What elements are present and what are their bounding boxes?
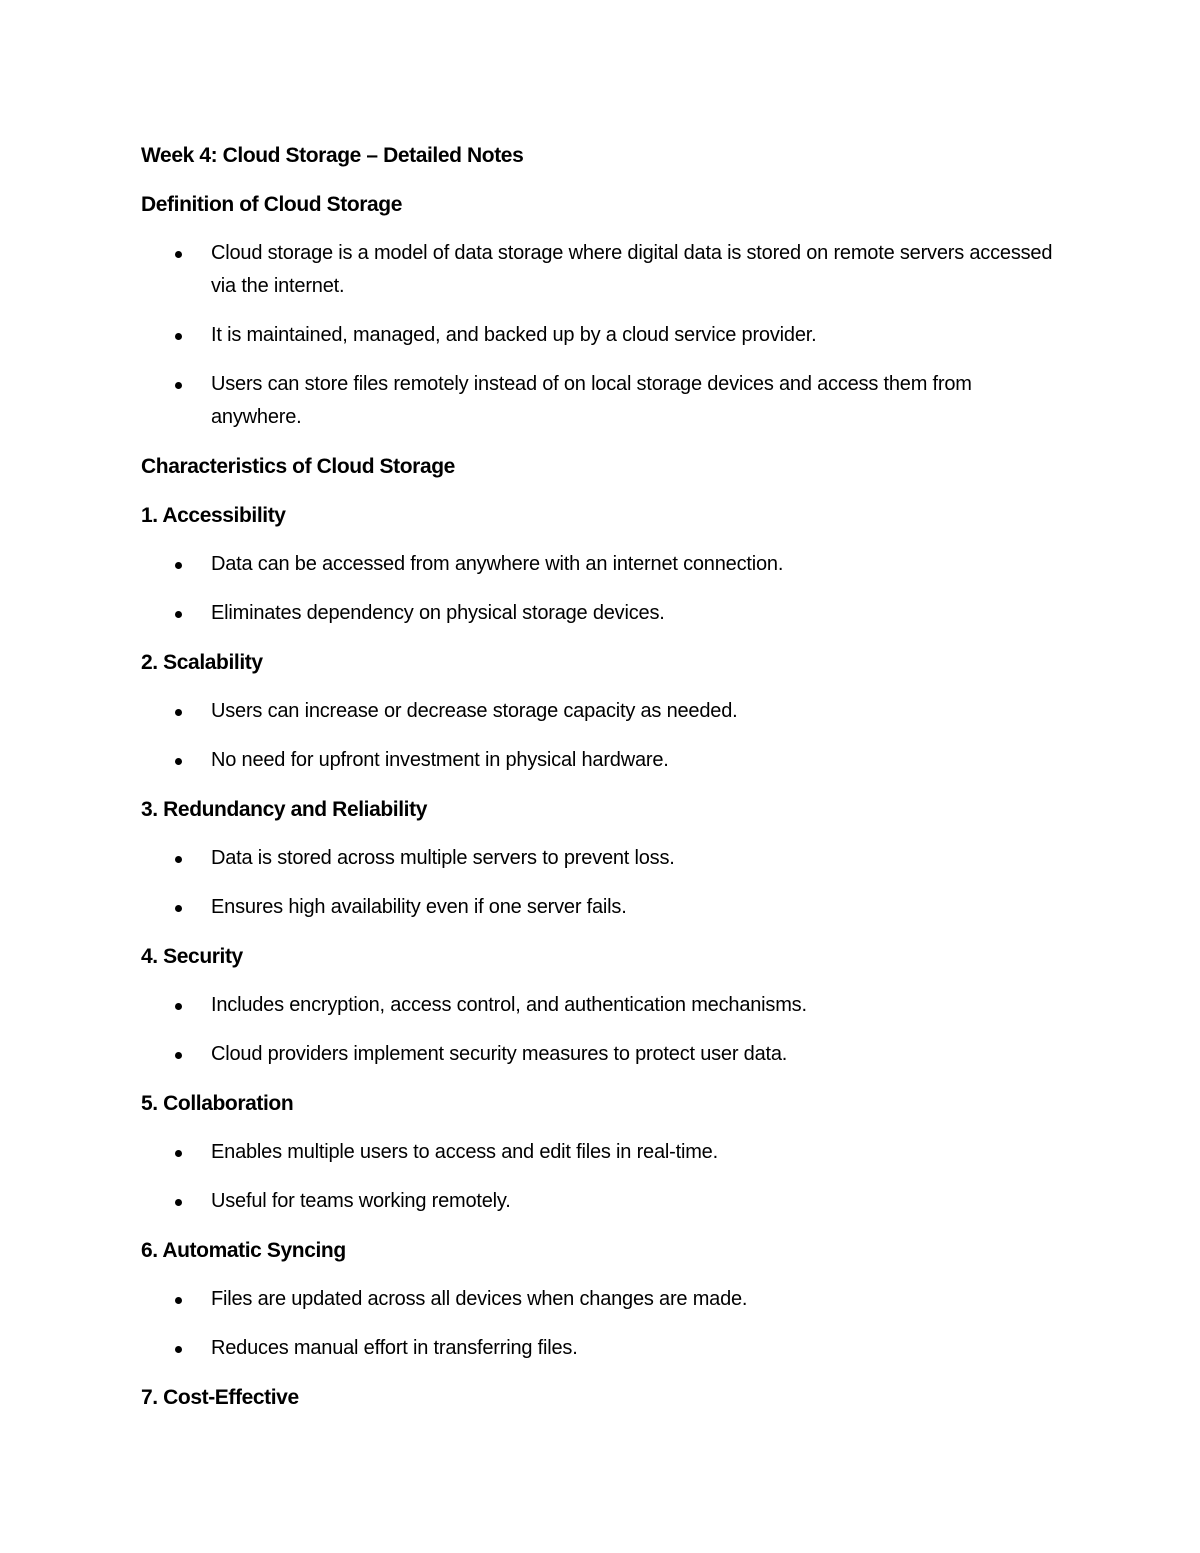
- list-item: [141, 695, 1061, 728]
- list-item: [141, 1332, 1061, 1365]
- bullet-icon: [175, 1297, 182, 1304]
- list-item: [141, 548, 1061, 581]
- syncing-bullet-list: [141, 1283, 1061, 1365]
- bullet-text: Ensures high availability even if one server fails.: [211, 896, 627, 918]
- list-item: [141, 368, 1061, 434]
- bullet-text: No need for upfront investment in physical hardware.: [211, 749, 669, 771]
- bullet-icon: [175, 1003, 182, 1010]
- bullet-text: Eliminates dependency on physical storage devices.: [211, 602, 665, 624]
- collaboration-bullet-list: [141, 1136, 1061, 1218]
- bullet-text: It is maintained, managed, and backed up by a cloud service provider.: [211, 324, 817, 346]
- accessibility-bullet-list: [141, 548, 1061, 630]
- bullet-icon: [175, 1199, 182, 1206]
- list-item: [141, 319, 1061, 352]
- list-item: [141, 1185, 1061, 1218]
- document-title: Week 4: Cloud Storage – Detailed Notes: [141, 144, 524, 167]
- bullet-text: Files are updated across all devices when changes are made.: [211, 1288, 748, 1310]
- definition-heading: Definition of Cloud Storage: [141, 193, 403, 216]
- list-item: [141, 744, 1061, 777]
- bullet-icon: [175, 333, 182, 340]
- section-heading-scalability: 2. Scalability: [141, 651, 263, 674]
- list-item: [141, 237, 1061, 303]
- list-item: [141, 891, 1061, 924]
- bullet-text: Users can increase or decrease storage capacity as needed.: [211, 700, 738, 722]
- bullet-icon: [175, 856, 182, 863]
- list-item: [141, 989, 1061, 1022]
- list-item: [141, 1283, 1061, 1316]
- list-item: [141, 1136, 1061, 1169]
- section-heading-cost-effective: 7. Cost-Effective: [141, 1386, 299, 1409]
- bullet-text: Users can store files remotely instead of on local storage devices and access them from anywhere.: [211, 373, 972, 428]
- bullet-icon: [175, 905, 182, 912]
- section-heading-redundancy: 3. Redundancy and Reliability: [141, 798, 427, 821]
- document-content: [141, 139, 1061, 1430]
- bullet-icon: [175, 758, 182, 765]
- scalability-bullet-list: [141, 695, 1061, 777]
- bullet-text: Useful for teams working remotely.: [211, 1190, 511, 1212]
- bullet-text: Data can be accessed from anywhere with an internet connection.: [211, 553, 784, 575]
- bullet-icon: [175, 251, 182, 258]
- bullet-icon: [175, 382, 182, 389]
- bullet-text: Includes encryption, access control, and authentication mechanisms.: [211, 994, 807, 1016]
- section-heading-collaboration: 5. Collaboration: [141, 1092, 294, 1115]
- bullet-text: Cloud storage is a model of data storage where digital data is stored on remote servers accessed via the internet.: [211, 242, 1053, 297]
- bullet-icon: [175, 1150, 182, 1157]
- bullet-icon: [175, 1052, 182, 1059]
- bullet-icon: [175, 562, 182, 569]
- bullet-text: Cloud providers implement security measures to protect user data.: [211, 1043, 788, 1065]
- bullet-text: Enables multiple users to access and edit files in real-time.: [211, 1141, 718, 1163]
- section-heading-accessibility: 1. Accessibility: [141, 504, 286, 527]
- bullet-icon: [175, 709, 182, 716]
- list-item: [141, 1038, 1061, 1071]
- list-item: [141, 842, 1061, 875]
- list-item: [141, 597, 1061, 630]
- redundancy-bullet-list: [141, 842, 1061, 924]
- characteristics-heading: Characteristics of Cloud Storage: [141, 455, 455, 478]
- section-heading-automatic-syncing: 6. Automatic Syncing: [141, 1239, 346, 1262]
- security-bullet-list: [141, 989, 1061, 1071]
- definition-bullet-list: [141, 237, 1061, 434]
- section-heading-security: 4. Security: [141, 945, 243, 968]
- bullet-icon: [175, 611, 182, 618]
- bullet-text: Data is stored across multiple servers to prevent loss.: [211, 847, 675, 869]
- bullet-text: Reduces manual effort in transferring files.: [211, 1337, 578, 1359]
- bullet-icon: [175, 1346, 182, 1353]
